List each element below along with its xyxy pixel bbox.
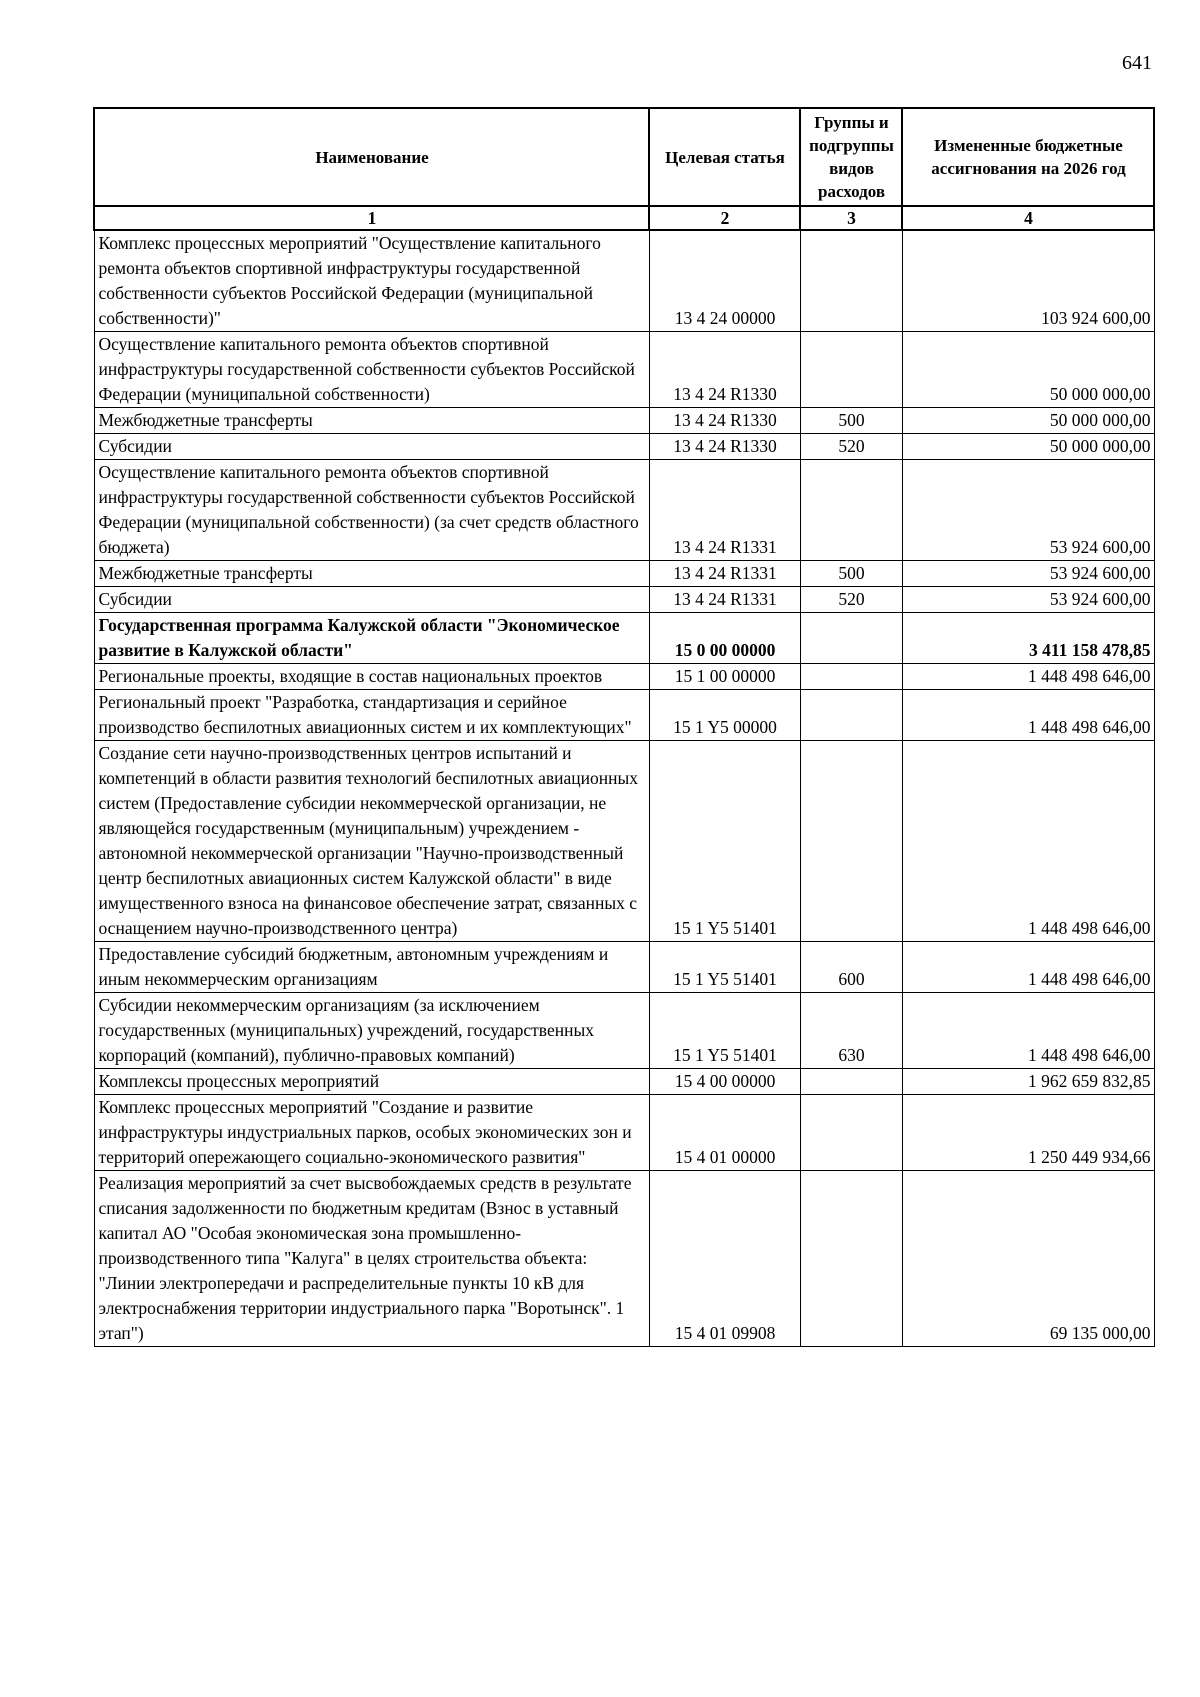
row-name: Предоставление субсидий бюджетным, автономным учреждениям и иным некоммерческим организациям [94, 942, 649, 993]
row-amount: 1 448 498 646,00 [902, 993, 1154, 1069]
row-group [800, 690, 902, 741]
column-number: 1 [94, 206, 649, 230]
row-code: 13 4 24 R1331 [649, 561, 800, 587]
table-row [94, 230, 1154, 332]
row-name: Субсидии [94, 434, 649, 460]
row-group [800, 1171, 902, 1347]
row-name: Субсидии некоммерческим организациям (за исключением государственных (муниципальных) учреждений, государственных корпораций (компаний), публично-правовых компаний) [94, 993, 649, 1069]
row-amount: 53 924 600,00 [902, 460, 1154, 561]
column-number-row [94, 206, 1154, 230]
row-code: 13 4 24 R1331 [649, 587, 800, 613]
row-group: 500 [800, 561, 902, 587]
row-name: Создание сети научно-производственных центров испытаний и компетенций в области развития технологий беспилотных авиационных систем (Предоставление субсидии некоммерческой организации, не являющейся государственным (муниципальным) учреждением - автономной некоммерческой организации "Научно-производственный центр беспилотных авиационных систем Калужской области" в виде имущественного взноса на финансовое обеспечение затрат, связанных с оснащением научно-производственного центра) [94, 741, 649, 942]
row-group: 520 [800, 587, 902, 613]
row-group: 500 [800, 408, 902, 434]
row-group [800, 460, 902, 561]
budget-table [93, 107, 1155, 1347]
row-amount: 1 448 498 646,00 [902, 664, 1154, 690]
table-row [94, 993, 1154, 1069]
row-code: 15 1 00 00000 [649, 664, 800, 690]
row-amount: 3 411 158 478,85 [902, 613, 1154, 664]
table-row [94, 332, 1154, 408]
row-code: 13 4 24 00000 [649, 230, 800, 332]
row-code: 15 4 01 09908 [649, 1171, 800, 1347]
row-code: 15 1 Y5 51401 [649, 993, 800, 1069]
table-row [94, 942, 1154, 993]
table-row [94, 1069, 1154, 1095]
table-row [94, 1095, 1154, 1171]
row-code: 13 4 24 R1330 [649, 434, 800, 460]
row-amount: 1 448 498 646,00 [902, 942, 1154, 993]
row-group [800, 1095, 902, 1171]
row-group [800, 1069, 902, 1095]
column-number: 3 [800, 206, 902, 230]
row-name: Комплексы процессных мероприятий [94, 1069, 649, 1095]
row-amount: 53 924 600,00 [902, 561, 1154, 587]
column-number: 2 [649, 206, 800, 230]
table-row [94, 690, 1154, 741]
row-group [800, 332, 902, 408]
page-number: 641 [1122, 52, 1152, 74]
row-amount: 69 135 000,00 [902, 1171, 1154, 1347]
row-name: Комплекс процессных мероприятий "Создание и развитие инфраструктуры индустриальных парков, особых экономических зон и территорий опережающего социально-экономического развития" [94, 1095, 649, 1171]
row-group [800, 664, 902, 690]
header-groups: Группы и подгруппы видов расходов [800, 108, 902, 206]
table-row-program [94, 613, 1154, 664]
row-amount: 1 962 659 832,85 [902, 1069, 1154, 1095]
table-row [94, 460, 1154, 561]
row-code: 15 4 00 00000 [649, 1069, 800, 1095]
row-amount: 53 924 600,00 [902, 587, 1154, 613]
row-group: 600 [800, 942, 902, 993]
table-row [94, 664, 1154, 690]
row-amount: 1 250 449 934,66 [902, 1095, 1154, 1171]
row-amount: 1 448 498 646,00 [902, 690, 1154, 741]
row-amount: 50 000 000,00 [902, 332, 1154, 408]
table-row [94, 434, 1154, 460]
row-amount: 50 000 000,00 [902, 434, 1154, 460]
row-code: 15 4 01 00000 [649, 1095, 800, 1171]
table-row [94, 408, 1154, 434]
row-code: 15 1 Y5 51401 [649, 741, 800, 942]
row-group [800, 741, 902, 942]
row-group: 520 [800, 434, 902, 460]
row-group: 630 [800, 993, 902, 1069]
row-code: 15 1 Y5 00000 [649, 690, 800, 741]
row-name: Осуществление капитального ремонта объектов спортивной инфраструктуры государственной собственности субъектов Российской Федерации (муниципальной собственности) (за счет средств областного бюджета) [94, 460, 649, 561]
row-group [800, 230, 902, 332]
row-code: 15 1 Y5 51401 [649, 942, 800, 993]
header-row [94, 108, 1154, 206]
row-amount: 50 000 000,00 [902, 408, 1154, 434]
row-name: Государственная программа Калужской области "Экономическое развитие в Калужской области" [94, 613, 649, 664]
header-target: Целевая статья [649, 108, 800, 206]
column-number: 4 [902, 206, 1154, 230]
header-amount: Измененные бюджетные ассигнования на 2026 год [902, 108, 1154, 206]
row-code: 13 4 24 R1330 [649, 332, 800, 408]
table-row [94, 741, 1154, 942]
row-code: 15 0 00 00000 [649, 613, 800, 664]
table-row [94, 1171, 1154, 1347]
row-code: 13 4 24 R1330 [649, 408, 800, 434]
row-amount: 1 448 498 646,00 [902, 741, 1154, 942]
row-name: Региональные проекты, входящие в состав национальных проектов [94, 664, 649, 690]
header-name: Наименование [94, 108, 649, 206]
row-name: Межбюджетные трансферты [94, 408, 649, 434]
row-code: 13 4 24 R1331 [649, 460, 800, 561]
row-name: Комплекс процессных мероприятий "Осуществление капитального ремонта объектов спортивной инфраструктуры государственной собственности субъектов Российской Федерации (муниципальной собственности)" [94, 230, 649, 332]
row-group [800, 613, 902, 664]
table-row [94, 587, 1154, 613]
row-amount: 103 924 600,00 [902, 230, 1154, 332]
row-name: Региональный проект "Разработка, стандартизация и серийное производство беспилотных авиационных систем и их комплектующих" [94, 690, 649, 741]
table-row [94, 561, 1154, 587]
row-name: Реализация мероприятий за счет высвобождаемых средств в результате списания задолженности по бюджетным кредитам (Взнос в уставный капитал АО "Особая экономическая зона промышленно-производственного типа "Калуга" в целях строительства объекта: "Линии электропередачи и распределительные пункты 10 кВ для электроснабжения территории индустриального парка "Воротынск". 1 этап") [94, 1171, 649, 1347]
row-name: Осуществление капитального ремонта объектов спортивной инфраструктуры государственной собственности субъектов Российской Федерации (муниципальной собственности) [94, 332, 649, 408]
row-name: Межбюджетные трансферты [94, 561, 649, 587]
row-name: Субсидии [94, 587, 649, 613]
